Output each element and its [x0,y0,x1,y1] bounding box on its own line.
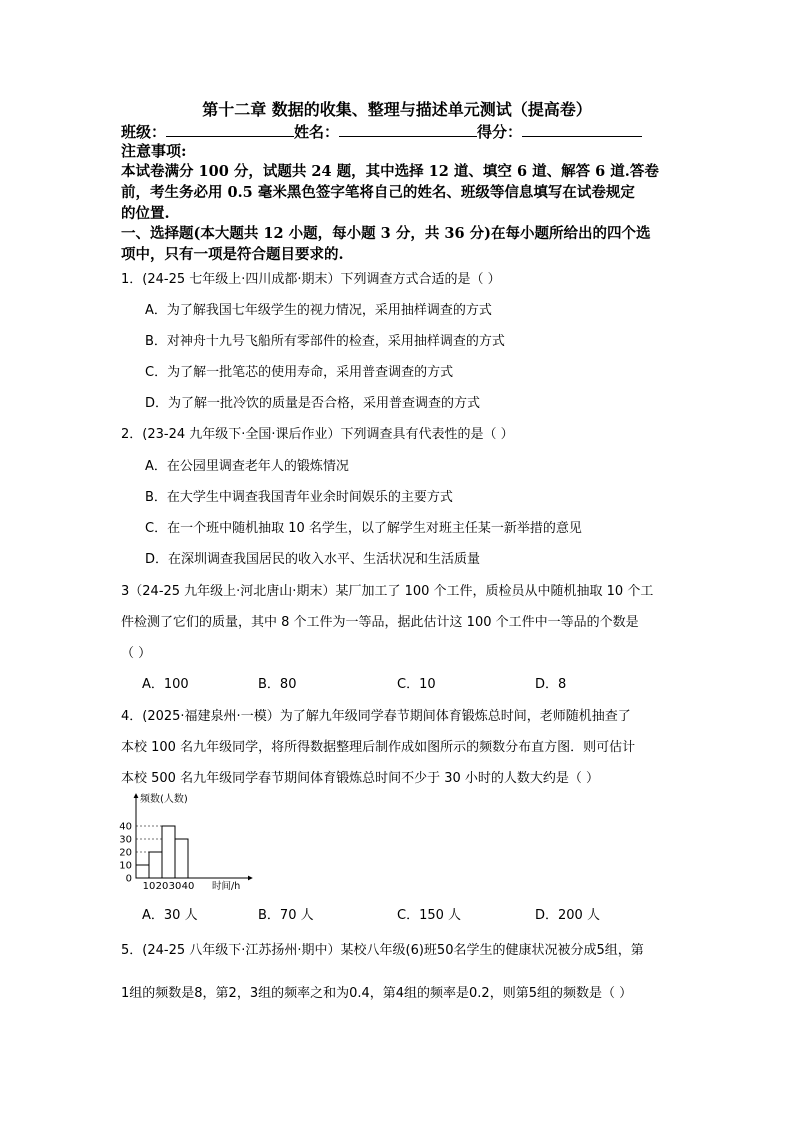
x-tick-label: 30 [168,881,182,892]
class-blank[interactable] [166,122,294,137]
question-5-line: 5．(24-25 八年级下·江苏扬州·期中）某校八年级(6)班50名学生的健康状况被分成5组，第 [121,943,644,958]
info-row [121,121,642,142]
notice-line: 前，考生务必用 0.5 毫米黑色签字笔将自己的姓名、班级等信息填写在试卷规定 [121,184,635,201]
q2-option-d[interactable]: D．在深圳调查我国居民的收入水平、生活状况和生活质量 [145,552,481,567]
question-5-line: 1组的频数是8，第2，3组的频率之和为0.4，第4组的频率是0.2，则第5组的频数是（ ） [121,986,633,1001]
q4-option-b[interactable]: B．70 人 [258,908,314,923]
q3-option-b[interactable]: B．80 [258,677,297,692]
y-tick-label: 30 [119,834,132,846]
section-heading: 一、选择题(本大题共 12 小题，每小题 3 分，共 36 分)在每小题所给出的四个选 [121,225,651,242]
q2-option-b[interactable]: B．在大学生中调查我国青年业余时间娱乐的主要方式 [145,490,453,505]
question-4-line: 本校 100 名九年级同学，将所得数据整理后制作成如图所示的频数分布直方图．则可估计 [121,740,636,755]
notice-line: 本试卷满分 100 分，试题共 24 题，其中选择 12 道、填空 6 道、解答 6 道.答卷 [121,163,659,180]
x-tick-label: 20 [155,881,169,892]
q2-option-a[interactable]: A．在公园里调查老年人的锻炼情况 [145,459,349,474]
y-tick-label: 20 [119,847,132,859]
page-title: 第十二章 数据的收集、整理与描述单元测试（提高卷） [202,100,592,119]
notice-line: 的位置. [121,205,170,222]
histogram-bars [136,826,188,878]
q2-option-c[interactable]: C．在一个班中随机抽取 10 名学生，以了解学生对班主任某一新举措的意见 [145,521,582,536]
q1-option-d[interactable]: D．为了解一批冷饮的质量是否合格，采用普查调查的方式 [145,396,481,411]
q3-option-c[interactable]: C．10 [397,677,436,692]
q3-option-a[interactable]: A．100 [142,677,189,692]
question-4-line: 本校 500 名九年级同学春节期间体育锻炼总时间不少于 30 小时的人数大约是（ ） [121,771,600,786]
q1-option-a[interactable]: A．为了解我国七年级学生的视力情况，采用抽样调查的方式 [145,303,492,318]
x-axis-label: 时间/h [212,881,241,892]
name-blank[interactable] [339,122,477,137]
q3-option-d[interactable]: D．8 [535,677,567,692]
question-3-line: （ ） [121,646,152,661]
histogram-bar [149,852,162,878]
histogram-bar [136,865,149,878]
x-tick-labels [143,881,195,892]
y-axis-label: 频数(人数) [140,794,188,805]
q4-option-a[interactable]: A．30 人 [142,908,198,923]
y-tick-label: 0 [125,873,132,885]
section-heading: 项中，只有一项是符合题目要求的. [121,246,344,263]
question-1-stem: 1．(24-25 七年级上·四川成都·期末）下列调查方式合适的是（ ） [121,272,501,287]
score-blank[interactable] [522,122,642,137]
score-label: 得分： [477,123,523,141]
x-tick-label: 40 [181,881,195,892]
x-tick-label: 10 [142,881,156,892]
class-label: 班级： [121,123,167,141]
q1-option-c[interactable]: C．为了解一批笔芯的使用寿命，采用普查调查的方式 [145,365,454,380]
y-tick-labels [119,822,132,885]
name-label: 姓名： [294,123,340,141]
q4-option-d[interactable]: D．200 人 [535,908,600,923]
question-3-line: 件检测了它们的质量，其中 8 个工件为一等品，据此估计这 100 个工件中一等品的个数是 [121,615,639,630]
q1-option-b[interactable]: B．对神舟十九号飞船所有零部件的检查，采用抽样调查的方式 [145,334,505,349]
notice-heading: 注意事项: [121,142,187,160]
question-4-line: 4．(2025·福建泉州·一模）为了解九年级同学春节期间体育锻炼总时间，老师随机抽查了 [121,709,631,724]
frequency-histogram [112,790,262,895]
q4-option-c[interactable]: C．150 人 [397,908,462,923]
question-3-line: 3（24-25 九年级上·河北唐山·期末）某厂加工了 100 个工件，质检员从中随机抽取 10 个工 [121,584,654,599]
histogram-bar [162,826,175,878]
question-2-stem: 2．(23-24 九年级下·全国·课后作业）下列调查具有代表性的是（ ） [121,427,514,442]
y-tick-label: 10 [119,860,132,872]
y-tick-label: 40 [119,821,132,833]
histogram-bar [175,839,188,878]
